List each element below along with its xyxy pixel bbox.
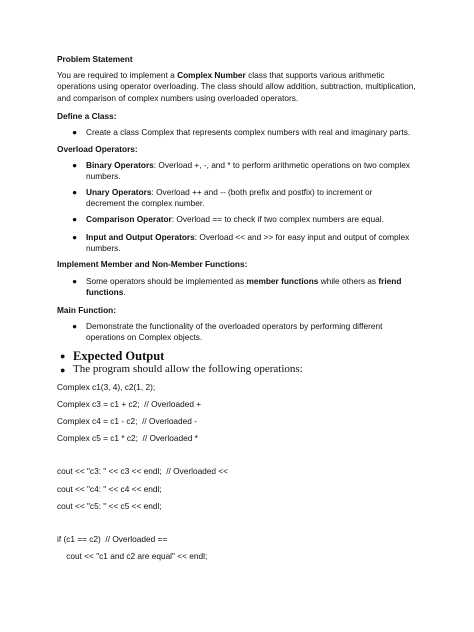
- code-line-2: Complex c3 = c1 + c2; // Overloaded +: [57, 399, 202, 409]
- bullet-icon: ●: [60, 365, 66, 375]
- code-line-9: cout << "c1 and c2 are equal" << endl;: [57, 551, 208, 561]
- intro-bold-term: Complex Number: [177, 70, 246, 80]
- bullet-icon: ●: [72, 160, 78, 170]
- bullet-icon: ●: [72, 276, 78, 286]
- implement-heading: Implement Member and Non-Member Functions:: [57, 259, 248, 269]
- document-title: Problem Statement: [57, 54, 133, 64]
- code-line-4: Complex c5 = c1 * c2; // Overloaded *: [57, 433, 198, 443]
- main-bullet-text: Demonstrate the functionality of the overloaded operators by performing different operations on Complex objects.: [86, 321, 383, 343]
- code-line-5: cout << "c3: " << c3 << endl; // Overloaded <<: [57, 466, 229, 476]
- implement-text-end: .: [123, 287, 126, 298]
- bullet-icon: ●: [72, 321, 78, 331]
- overload-item-binary: [72, 160, 412, 183]
- overload-heading: Overload Operators:: [57, 144, 138, 154]
- implement-text-mid: while others as: [318, 276, 379, 286]
- define-bullet: [72, 127, 412, 138]
- intro-text-start: You are required to implement a: [57, 70, 178, 80]
- item-bold-label: Comparison Operator: [86, 214, 172, 224]
- overload-item-comparison: [72, 214, 412, 225]
- define-bullet-text: Create a class Complex that represents complex numbers with real and imaginary parts.: [86, 127, 411, 137]
- bullet-icon: ●: [72, 127, 78, 137]
- implement-bold-friend: friend functions: [86, 276, 402, 298]
- define-heading: Define a Class:: [57, 111, 117, 121]
- intro-text-end: class that supports various arithmetic operations using operator overloading. The class should allow addition, subtraction, multiplication, and comparison of complex numbers using overloaded operators.: [57, 70, 416, 103]
- implement-bullet: [72, 276, 412, 299]
- bullet-icon: ●: [72, 232, 78, 242]
- code-line-7: cout << "c5: " << c5 << endl;: [57, 501, 162, 511]
- item-bold-label: Input and Output Operators: [86, 232, 195, 242]
- bullet-icon: ●: [72, 187, 78, 197]
- item-text: : Overload ++ and -- (both prefix and postfix) to increment or decrement the complex number.: [86, 187, 373, 209]
- code-line-8: if (c1 == c2) // Overloaded ==: [57, 534, 168, 544]
- intro-paragraph: [57, 70, 419, 104]
- code-line-3: Complex c4 = c1 - c2; // Overloaded -: [57, 416, 197, 426]
- overload-item-unary: [72, 187, 412, 210]
- implement-text-start: Some operators should be implemented as: [86, 276, 247, 286]
- bullet-icon: ●: [60, 351, 66, 361]
- main-heading: Main Function:: [57, 305, 116, 315]
- main-bullet: [72, 321, 412, 344]
- implement-bold-member: member functions: [246, 276, 319, 286]
- item-text: : Overload +, -, and * to perform arithmetic operations on two complex numbers.: [86, 160, 410, 182]
- code-line-1: Complex c1(3, 4), c2(1, 2);: [57, 382, 156, 392]
- expected-heading: Expected Output: [73, 349, 165, 363]
- expected-line: The program should allow the following operations:: [73, 363, 303, 375]
- overload-item-io: [72, 232, 412, 255]
- item-bold-label: Unary Operators: [86, 187, 152, 197]
- item-text: : Overload << and >> for easy input and output of complex numbers.: [86, 232, 410, 254]
- code-line-6: cout << "c4: " << c4 << endl;: [57, 484, 162, 494]
- item-bold-label: Binary Operators: [86, 160, 154, 170]
- item-text: : Overload == to check if two complex numbers are equal.: [171, 214, 384, 224]
- bullet-icon: ●: [72, 214, 78, 224]
